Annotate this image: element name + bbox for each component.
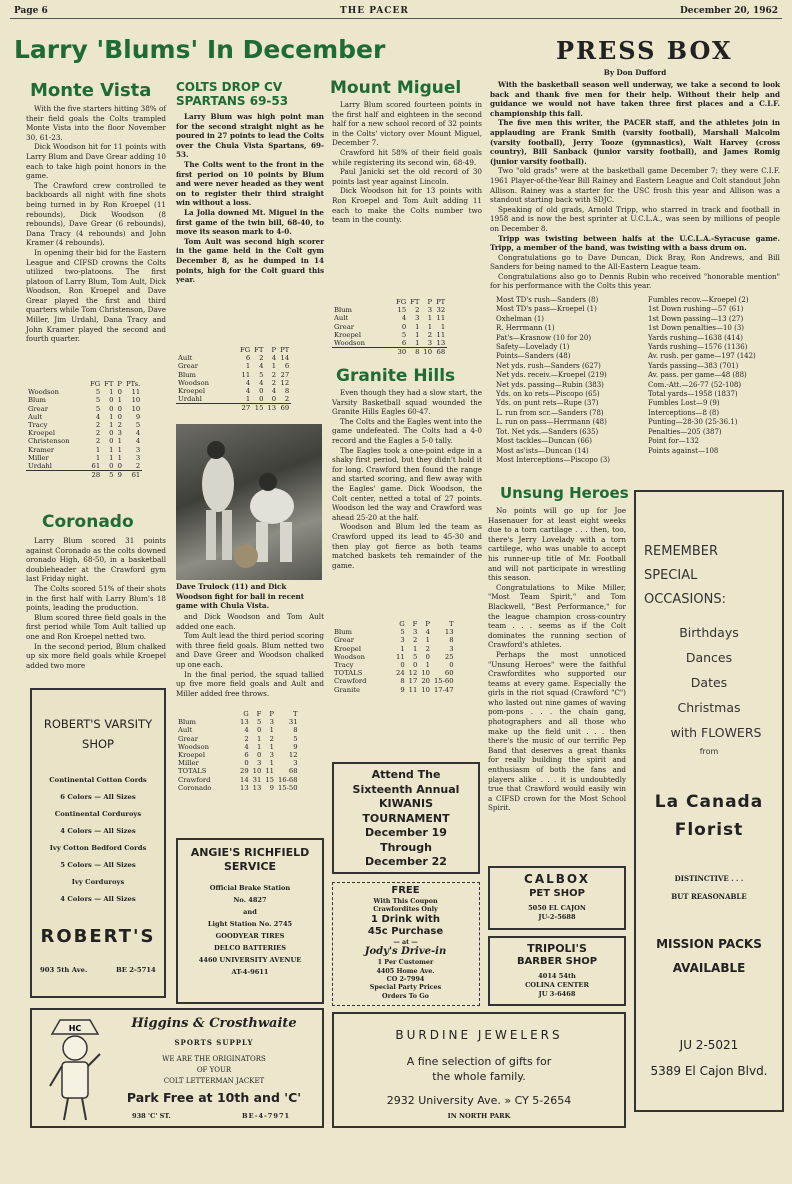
colt-mascot-icon [42, 1016, 108, 1124]
stat-line: R. Herrmann (1) [496, 324, 555, 333]
stat-line: Yards rushing—1576 (1136) [648, 343, 748, 352]
issue-date: December 20, 1962 [680, 6, 778, 16]
headline: Larry 'Blums' In December [14, 35, 386, 64]
table-row: Blum 11 5 2 27 [178, 370, 290, 379]
florist-phone: JU 2-5021 [679, 1038, 739, 1052]
stat-line: Yards passing—383 (701) [648, 361, 739, 370]
table-row: Tracy 2 1 2 5 [28, 421, 141, 430]
table-row: Ault 4 1 0 9 [28, 412, 141, 421]
mount-miguel-box-score [332, 298, 447, 356]
column-header: G [243, 710, 249, 718]
florist-distinctive: DISTINCTIVE . . . [674, 874, 744, 883]
column-header: PT [436, 298, 446, 306]
unsung-heroes-article: No points will go up for Joe Hasenauer for at least eight weeks due to a torn cartilage . . . then, too, there's Jerry Lovelady with a torn cartilege, who was unable to accept his runner-up title of Mr. Football and will not participate in wrestling this season. Congratulations to Mike Miller, "Most Team Spirit," and Tom Blackwell, "Best Performance," for the league champion cross-country team . . . seems as if the Colt dominates the running section of Crawford's athletes. Perhaps the most unnoticed "Unsung Heroes" were the faithful Crawfordites who supported our teams at every game. Especially the girls in the riot squad (Crawford "C") who lasted out nine games of waving pom-pons . . . the chain gang, photographers and all those who make up the field unit . . . then there's the music of our terrific Pep Band that deserves a great thanks for really building the spirit and enthusiasm of both the fans and players alike . . . it is undoubtedly true that Crawford would easily win a CIFSD crown for the Most School Spirit. [488, 506, 626, 813]
table-row: Crawford 14 31 15 16-68 [178, 775, 298, 784]
monte-vista-title: Monte Vista [30, 80, 152, 101]
table-row: Grear 0 1 1 1 [334, 322, 446, 331]
table-row: Kroepel 6 0 3 12 [178, 751, 298, 760]
higgins-crosthwaite-ad: HC Higgins & Crosthwaite SPORTS SUPPLY WE ARE THE ORIGINATORS OF YOUR COLT LETTERMAN JACKET Park Free at 10th and 'C' 938 'C' ST. BE-4-7971 [30, 1008, 324, 1128]
table-row: Woodson 5 1 0 11 [28, 388, 141, 397]
table-row: Kroepel 1 1 2 3 [334, 644, 454, 653]
stat-line: L. run from scr.—Sanders (78) [496, 408, 604, 417]
table-row: Crawford 8 17 20 15-60 [334, 677, 454, 686]
florist-mission-packs: MISSION PACKS [656, 937, 762, 951]
coronado-article: Larry Blum scored 31 points against Coronado as the colts downed oronado High, 68-50, in a basketball doubleheader at the Crawford gym last Friday night. The Colts scored 51% of their shots in the first half with Larry Blum's 18 points, leading the production. Blum scored three field goals in the first period while Tom Ault tallied up one and Ron Kroepel netted two. In the second period, Blum chalked up six more field goals while Kroepel added two more [26, 536, 166, 670]
stat-line: Av. pass. per game—48 (88) [648, 371, 747, 380]
column-header: T [449, 620, 454, 628]
florist-dances: Dances [685, 650, 733, 665]
florist-reasonable: BUT REASONABLE [671, 892, 747, 901]
calbox-pet-shop-ad: CALBOX PET SHOP 5050 EL CAJON JU-2-5688 [488, 866, 626, 930]
florist-with-flowers: with FLOWERS [670, 725, 762, 740]
table-row: Kroepel 5 1 2 11 [334, 330, 446, 339]
table-row: Ault 4 3 1 11 [334, 314, 446, 323]
table-row: TOTALS 24 12 10 60 [334, 669, 454, 678]
column-header: FT [254, 346, 264, 354]
basketball-photo [176, 424, 322, 580]
florist-name-2: Florist [674, 820, 744, 840]
column-header: FT [410, 298, 420, 306]
florist-available: AVAILABLE [672, 961, 746, 975]
stat-line: Points against—108 [648, 446, 719, 455]
stat-line: 1st Down rushing—57 (61) [648, 305, 744, 314]
table-row: Woodson 4 4 2 12 [178, 378, 290, 387]
colts-drop-cv-title: COLTS DROP CV SPARTANS 69-53 [176, 80, 289, 108]
stat-line: Most TD's rush—Sanders (8) [496, 296, 599, 304]
column-header: PT [280, 346, 290, 354]
column-header: FT [104, 380, 114, 388]
roberts-item-list: Continental Cotton Cords 6 Colors — All Sizes Continental Corduroys 4 Colors — All Sizes Ivy Cotton Bedford Cords 5 Colors — All Sizes Ivy Corduroys 4 Colors — All Sizes [49, 776, 147, 903]
roberts-varsity-shop-ad [30, 688, 166, 998]
table-row: Kroepel 2 0 3 4 [28, 429, 141, 438]
table-row: Miller 1 1 1 3 [28, 453, 141, 462]
page-number: Page 6 [14, 6, 48, 16]
press-box-title: PRESS BOX [556, 36, 733, 65]
table-row: Grear 3 2 1 8 [334, 636, 454, 645]
stat-line: Most Interceptions—Piscopo (3) [496, 455, 611, 464]
table-row: Blum 13 5 3 31 [178, 718, 298, 727]
table-row: Woodson 6 1 3 13 [334, 339, 446, 348]
column-header: T [293, 710, 298, 718]
header-rule [10, 18, 782, 19]
stat-line: Safety—Lovelady (1) [496, 343, 570, 352]
total-row: 28 5 9 61 [26, 471, 142, 480]
monte-vista-box-score [26, 380, 142, 479]
la-canada-florist-ad [634, 490, 784, 1112]
column-header: G [399, 620, 405, 628]
column-header: P [269, 710, 274, 718]
table-row: Blum 15 2 3 32 [334, 306, 446, 315]
column-header: FG [90, 380, 101, 388]
florist-dates: Dates [690, 675, 728, 690]
paper-name: THE PACER [340, 6, 409, 16]
column-header: FG [240, 346, 251, 354]
florist-birthdays: Birthdays [679, 625, 739, 640]
florist-from: from [699, 747, 719, 756]
stat-line: Net yds. rush—Sanders (627) [496, 361, 601, 370]
stat-line: Oxhelman (1) [496, 314, 545, 323]
florist-remember: REMEMBER [644, 544, 719, 559]
coronado-article-continued: and Dick Woodson and Tom Ault added one each. Tom Ault lead the third period scoring with three field goals. Blum netted two and Dave Greer and Woodson chalked up one each. In the final period, the squad tallied up five more field goals and Ault and Miller added free throws. [176, 612, 324, 698]
table-row: Grear 5 0 0 10 [28, 404, 141, 413]
florist-name-1: La Canada [654, 792, 764, 812]
burdine-jewelers-ad: BURDINE JEWELERS A fine selection of gifts for the whole family. 2932 University Ave. » CY 5-2654 IN NORTH PARK [332, 1012, 626, 1128]
stat-line: Com.-Att.—26-77 (52-108) [648, 380, 742, 389]
stat-line: Av. rush. per game—197 (142) [648, 352, 756, 361]
stat-line: 1st Down penalties—10 (3) [648, 324, 745, 333]
kiwanis-tournament-ad: Attend The Sixteenth Annual KIWANIS TOURNAMENT December 19 Through December 22 [332, 762, 480, 874]
stat-line: Punting—28-30 (25-36.1) [648, 418, 738, 427]
stat-line: Fumbles Lost—9 (9) [648, 399, 720, 408]
stat-line: Most as'ists—Duncan (14) [496, 446, 589, 455]
column-header: P [425, 620, 430, 628]
jodys-drive-in-coupon: FREE With This Coupon Crawfordites Only 1 Drink with 45c Purchase — at — Jody's Drive-in 1 Per Customer 4405 Home Ave. CO 2-7994 Special Party Prices Orders To Go [332, 882, 480, 1006]
table-row: Christenson 2 0 1 4 [28, 437, 141, 446]
granite-hills-title: Granite Hills [336, 366, 456, 386]
table-row: Kroepel 4 0 4 8 [178, 387, 290, 396]
higgins-park-free: Park Free at 10th and 'C' [126, 1090, 302, 1105]
stat-line: Yds. on punt rets—Rupe (37) [496, 399, 599, 408]
total-row: 27 15 13 69 [176, 404, 291, 413]
angies-richfield-ad: ANGIE'S RICHFIELD SERVICE Official Brake Station No. 4827 and Light Station No. 2745 GOODYEAR TIRES DELCO BATTERIES 4460 UNIVERSITY AVENUE AT-4-9611 [176, 838, 324, 1004]
stat-line: 1st Down passing—13 (27) [648, 314, 744, 323]
table-row: Coronado 13 13 9 15-50 [178, 783, 298, 792]
table-row: Grear 1 4 1 6 [178, 362, 290, 371]
stat-line: Total yards—1958 (1837) [648, 390, 738, 399]
stat-line: Net yds. passing—Rubin (383) [496, 380, 604, 389]
table-row: Woodson 4 1 1 9 [178, 742, 298, 751]
roberts-phone: BE 2-5714 [116, 966, 156, 974]
stat-line: Interceptions—8 (8) [648, 408, 720, 417]
players-illustration-icon [176, 424, 322, 580]
column-header: PTs. [125, 380, 141, 388]
press-box-team-stats [648, 296, 784, 456]
table-row: Ault 4 0 1 8 [178, 726, 298, 735]
table-row: Blum 5 3 4 13 [334, 628, 454, 637]
coronado-title: Coronado [42, 512, 134, 532]
roberts-title: ROBERT'S VARSITY SHOP [43, 717, 153, 751]
coronado-box-score [176, 710, 300, 792]
florist-christmas: Christmas [677, 700, 741, 715]
column-header: P [427, 298, 433, 306]
roberts-address: 903 5th Ave. [40, 966, 88, 974]
stat-line: Most tackles—Duncan (66) [496, 437, 592, 446]
stat-line: Tot. Net yds.—Sanders (635) [496, 427, 599, 436]
mount-miguel-title: Mount Miguel [330, 78, 462, 98]
stat-line: Most TD's pass—Kroepel (1) [496, 305, 597, 314]
stat-line: Net yds. receiv.—Kroepel (219) [496, 371, 607, 380]
column-header: F [412, 620, 418, 628]
table-row: TOTALS 29 10 11 68 [178, 767, 298, 776]
mount-miguel-article: Larry Blum scored fourteen points in the first half and eighteen in the second half for a new school record of 32 points in the Colts' victory over Mount Miguel, December 7. Crawford hit 58% of their field goals while registering its second win, 68-49. Paul Janicki set the old record of 30 points last year against Lincoln. Dick Woodson hit for 13 points with Ron Kroepel and Tom Ault adding 11 each to make the Colts number two team in the county. [332, 100, 482, 225]
tripoli-name: TRIPOLI'S [527, 942, 587, 955]
table-row: Ault 6 2 4 14 [178, 354, 290, 363]
table-row: Blum 5 0 1 10 [28, 396, 141, 405]
table-row: Woodson 11 5 0 25 [334, 652, 454, 661]
mascot-logo-letters: HC [68, 1024, 82, 1033]
higgins-name: Higgins & Crosthwaite [131, 1016, 297, 1031]
table-row: Granite 9 11 10 17-47 [334, 685, 454, 694]
press-box-byline: By Don Dufford [603, 68, 667, 77]
burdine-name: BURDINE JEWELERS [395, 1028, 563, 1042]
column-header: P [271, 346, 277, 354]
unsung-heroes-title: Unsung Heroes [500, 484, 629, 502]
granite-hills-article: Even though they had a slow start, the Varsity Basketball squad wounded the Granite Hills Eagles 60-47. The Colts and the Eagles went into the game undefeated. The Colts had a 4-0 record and the Eagles a 5-0 tally. The Eagles took a one-point edge in a shaky first period, but they didn't hold it for long. Crawford then found the range and started scoring, and flew away with the Eagles' game. Dick Woodson, the Colt center, netted a total of 27 points. Woodson led the way and Crawford was ahead 25-20 at the half. Woodson and Blum led the team as Crawford upped its lead to 45-30 and then play got fierce as both teams matched baskets teh remainder of the game. [332, 388, 482, 570]
press-box-individual-stats [496, 296, 644, 465]
stat-line: Point for—132 [648, 437, 699, 446]
table-row: Miller 0 3 1 3 [178, 759, 298, 768]
stat-line: Yards rushing—1638 (414) [648, 333, 743, 342]
florist-occasions: OCCASIONS: [644, 592, 726, 607]
column-header: F [256, 710, 262, 718]
roberts-name: ROBERT'S [40, 926, 156, 947]
colts-drop-cv-box-score [176, 346, 291, 413]
press-box-article: With the basketball season well underway, we take a second to look back and thank five men for their help. Without their help and guidance we would not have taken three first places and a C.I.F. championship this fall. The five men this writer, the PACER staff, and the athletes join in applauding are Frank Smith (varsity football), Marshall Malcolm (varsity football), Jerry Tooze (gymnastics), Walt Harvey (cross country), Bill Sanback (junior varsity football), and James Romig (junior varsity football). Two "old grads" were at the basketball game December 7; they were C.I.F. 1961 Player-of-the-Year Bill Rainey and Eastern League and Colt standout John Allison. Rainey was a starter for the USC frosh this year and Allison was a standout starting back with SDJC. Speaking of old grads, Arnold Tripp, who starred in track and football in 1958 and is now the best sprinter at U.C.L.A., was seen by millions of people on December 8. Tripp was twisting between halfs at the U.C.L.A.-Syracuse game. Tripp, a member of the band, was twisting with a bass drum on. Congratulations go to Dave Duncan, Dick Bray, Ron Andrews, and Bill Sanders for being named to the All-Eastern League team. Congratulations also go to Dennis Rubin who received "honorable mention" for his performance with the Colts this year. [490, 80, 780, 291]
monte-vista-article: With the five starters hitting 38% of their field goals the Colts trampled Monte Vista into the floor November 30, 61-23. Dick Woodson hit for 11 points with Larry Blum and Dave Grear adding 10 each to take high point honors in the game. The Crawford crew controlled te backboards all night with fine shots being turned in by Ron Kroepel (11 rebounds), Dick Woodson (8 rebounds), Dave Grear (6 rebounds), Dana Tracy (4 rebounds) and John Kramer (4 rebounds). In opening their bid for the Eastern League and CIFSD crowns the Colts utilized two-platoons. The first platoon of Larry Blum, Tom Ault, Dick Woodson, Ron Kroepel and Dave Grear played the first and third quarters while Tom Christenson, Dave Miller, Jim Urdahl, Dana Tracy and John Kramer played the second and fourth quarter. [26, 104, 166, 344]
tripolis-barber-shop-ad: TRIPOLI'S BARBER SHOP 4014 54th COLINA CENTER JU 3-6468 [488, 936, 626, 1006]
stat-line: Penalties—205 (387) [648, 427, 722, 436]
florist-address: 5389 El Cajon Blvd. [650, 1064, 768, 1078]
table-row: Grear 2 1 2 5 [178, 734, 298, 743]
table-row: Tracy 0 0 1 0 [334, 661, 454, 670]
table-row: Kramer 1 1 1 3 [28, 445, 141, 454]
stat-line: Points—Sanders (48) [496, 352, 571, 361]
stat-line: L. run on pass—Herrmann (48) [496, 418, 607, 427]
florist-special: SPECIAL [644, 568, 698, 583]
angies-title: ANGIE'S RICHFIELD SERVICE [190, 846, 310, 873]
stat-line: Pat's—Krasnow (10 for 20) [496, 333, 592, 342]
stat-line: Yds. on ko rets—Piscopo (65) [496, 390, 600, 399]
photo-caption: Dave Trulock (11) and Dick Woodson fight for ball in recent game with Chula Vista. [176, 582, 305, 611]
table-row: Urdahl 1 0 0 2 [178, 395, 290, 404]
column-header: P [117, 380, 122, 388]
table-row: Urdahl 61 0 0 2 [28, 462, 141, 471]
granite-hills-box-score [332, 620, 456, 694]
colts-drop-cv-article: Larry Blum was high point man for the second straight night as he poured in 27 points to lead the Colts over the Chula Vista Spartans, 69-53. The Colts went to the front in the first period on 10 points by Blum and were never headed as they went on to register their third straight win without a loss. La Jolla downed Mt. Miguel in the first game of the twin bill, 68-40, to move its season mark to 4-0. Tom Ault was second high scorer in the game held in the Colt gym December 8, as he dumped in 14 points, high for the Colt guard this year. [176, 112, 324, 285]
column-header: FG [396, 298, 407, 306]
stat-line: Fumbles recov.—Kroepel (2) [648, 296, 749, 304]
total-row: 30 8 10 68 [332, 348, 447, 357]
calbox-name: CALBOX [524, 872, 590, 886]
